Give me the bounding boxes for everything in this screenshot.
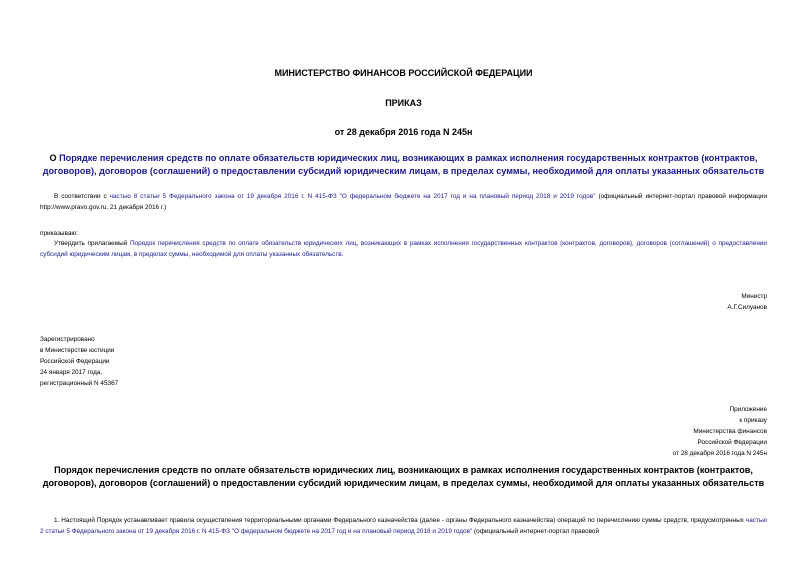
procedure-title: Порядок перечисления средств по оплате обязательств юридических лиц, возникающих в рамках исполнения государственных контрактов (контрактов, договоров), договоров (соглашений) о предоставлении субсидий юридическим лицам, в пределах суммы, необходимой для оплаты указанных обязательств [42, 465, 765, 488]
appendix-line-3: Министерства финансов [693, 428, 767, 435]
appendix-line-5: от 28 декабря 2016 года N 245н [672, 450, 767, 457]
doc-type-heading: ПРИКАЗ [385, 98, 422, 108]
preamble-after: (официальный интернет-портал правовой информации http://www.pravo.gov.ru, 21 декабря 2016 г.) [40, 193, 768, 211]
order-title [38, 152, 769, 178]
preamble-paragraph [40, 191, 767, 213]
signature-name: А.Г.Силуанов [727, 304, 767, 311]
signature-block [727, 291, 767, 313]
appendix-line-2: к приказу [739, 417, 767, 424]
appendix-line-4: Российской Федерации [697, 439, 767, 446]
preamble-law-link[interactable]: частью 8 статьи 5 Федерального закона от 19 декабря 2016 г. N 415-ФЗ "О федеральном бюджете на 2017 год и на плановый период 2018 и 2019 годов" [109, 193, 596, 200]
order-procedure-link[interactable]: Порядок перечисления средств по оплате обязательств юридических лиц, возникающих в рамках исполнения государственных контрактов (контрактов, договоров), договоров (соглашений) о предоставлении субсидий юридическим лицам, в пределах суммы, необходимой для оплаты указанных обязательств [40, 240, 767, 258]
order-paragraph [40, 238, 767, 260]
registration-line-4: 24 января 2017 года, [40, 369, 103, 376]
order-before: Утвердить прилагаемый [54, 240, 130, 247]
order-label: приказываю: [40, 230, 78, 237]
order-title-prefix: О [49, 153, 60, 163]
preamble-before: В соответствии с [54, 193, 110, 200]
clause-1-after: (официальный интернет-портал правовой [472, 528, 600, 535]
order-after: . [341, 251, 344, 258]
appendix-block [673, 404, 767, 459]
order-title-link[interactable]: Порядке перечисления средств по оплате обязательств юридических лиц, возникающих в рамках исполнения государственных контрактов (контрактов, договоров), договоров (соглашений) о предоставлении субсидий юридическим лицам, в пределах суммы, необходимой для оплаты указанных обязательств [42, 153, 765, 176]
ministry-heading: МИНИСТЕРСТВО ФИНАНСОВ РОССИЙСКОЙ ФЕДЕРАЦИИ [274, 68, 533, 78]
registration-line-3: Российской Федерации [40, 358, 110, 365]
appendix-line-1: Приложение [729, 406, 767, 413]
registration-line-2: в Министерстве юстиции [40, 347, 115, 354]
registration-block [40, 334, 118, 389]
registration-line-5: регистрационный N 45367 [40, 380, 119, 387]
clause-1-paragraph [40, 515, 767, 537]
registration-line-1: Зарегистрировано [40, 336, 95, 343]
clause-1-law-link[interactable]: частью 2 статьи 5 Федерального закона от 19 декабря 2016 г. N 415-ФЗ "О федеральном бюджете на 2017 год и на плановый период 2018 и 2019 годов" [40, 517, 767, 535]
order-date-number: от 28 декабря 2016 года N 245н [334, 127, 473, 137]
clause-1-before: 1. Настоящий Порядок устанавливает правила осуществления территориальными органами Федерального казначейства (далее - органы Федерального казначейства) операций по перечислению суммы средств, предусмотренных [54, 517, 746, 524]
signature-position: Министр [741, 293, 767, 300]
